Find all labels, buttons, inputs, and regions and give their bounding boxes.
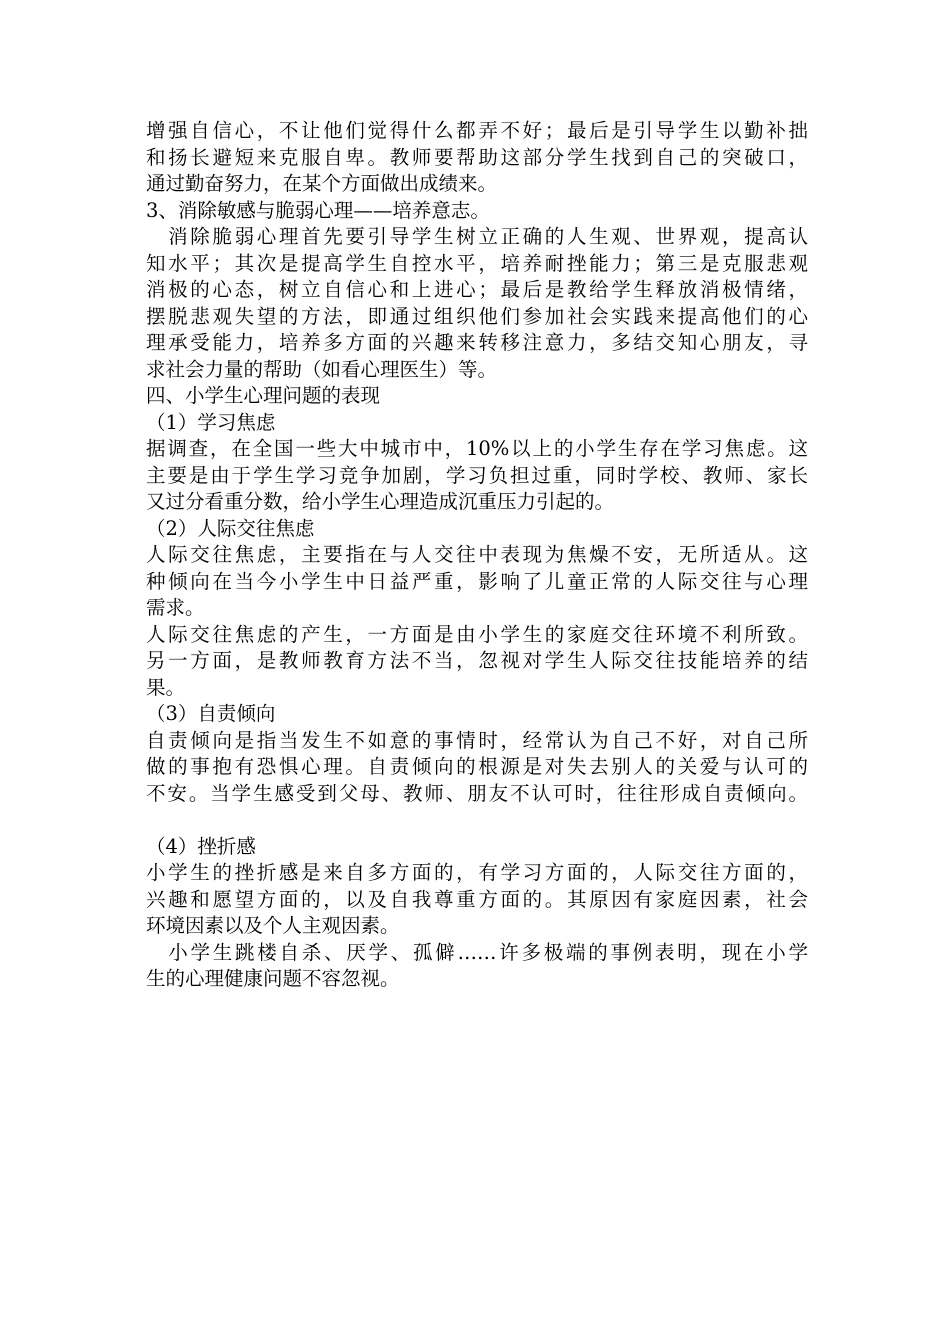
text-line: 做的事抱有恐惧心理。自责倾向的根源是对失去别人的关爱与认可的 [146,755,808,778]
text-line: 小学生跳楼自杀、厌学、孤僻……许多极端的事例表明，现在小学 [146,940,808,964]
text-line: 求社会力量的帮助（如看心理医生）等。 [146,357,498,381]
text-line: 生的心理健康问题不容忽视。 [146,967,400,990]
text-line: 消除脆弱心理首先要引导学生树立正确的人生观、世界观，提高认 [146,225,808,248]
text-line: 据调查，在全国一些大中城市中，10%以上的小学生存在学习焦虑。这 [146,437,808,460]
text-line: 人际交往焦虑，主要指在与人交往中表现为焦燥不安，无所适从。这 [146,543,808,566]
text-line: 人际交往焦虑的产生，一方面是由小学生的家庭交往环境不利所致。 [146,622,808,646]
text-line: 又过分看重分数，给小学生心理造成沉重压力引起的。 [146,490,615,513]
text-line: 不安。当学生感受到父母、教师、朋友不认可时，往往形成自责倾向。 [146,781,808,805]
text-line: 果。 [146,675,186,699]
text-line: （4）挫折感 [146,834,256,858]
text-line: 3、消除敏感与脆弱心理——培养意志。 [146,198,490,222]
text-line: 知水平；其次是提高学生自控水平，培养耐挫能力；第三是克服悲观 [146,251,808,275]
text-line: 自责倾向是指当发生不如意的事情时，经常认为自己不好，对自己所 [146,728,808,752]
text-line: 主要是由于学生学习竞争加剧，学习负担过重，同时学校、教师、家长 [146,463,808,487]
text-line: 环境因素以及个人主观因素。 [146,914,400,937]
text-line: 通过勤奋努力，在某个方面做出成绩来。 [146,172,498,195]
text-line: 和扬长避短来克服自卑。教师要帮助这部分学生找到自己的突破口， [146,145,808,169]
text-line: （3）自责倾向 [146,702,276,725]
text-line: （1）学习焦虑 [146,410,276,434]
text-line: （2）人际交往焦虑 [146,516,315,540]
text-line: 消极的心态，树立自信心和上进心；最后是教给学生释放消极情绪， [146,278,808,301]
text-line: 四、小学生心理问题的表现 [146,384,381,407]
document-body [146,118,808,993]
text-line: 兴趣和愿望方面的，以及自我尊重方面的。其原因有家庭因素，社会 [146,887,808,911]
text-line: 理承受能力，培养多方面的兴趣来转移注意力，多结交知心朋友，寻 [146,331,808,354]
text-line: 另一方面，是教师教育方法不当，忽视对学生人际交往技能培养的结 [146,649,808,672]
text-line: 种倾向在当今小学生中日益严重，影响了儿童正常的人际交往与心理 [146,569,808,593]
text-line: 增强自信心，不让他们觉得什么都弄不好；最后是引导学生以勤补拙 [146,119,808,142]
text-line: 摆脱悲观失望的方法，即通过组织他们参加社会实践来提高他们的心 [146,304,808,328]
text-line: 小学生的挫折感是来自多方面的，有学习方面的，人际交往方面的， [146,861,808,884]
blank-line [146,807,808,834]
text-line: 需求。 [146,596,205,619]
